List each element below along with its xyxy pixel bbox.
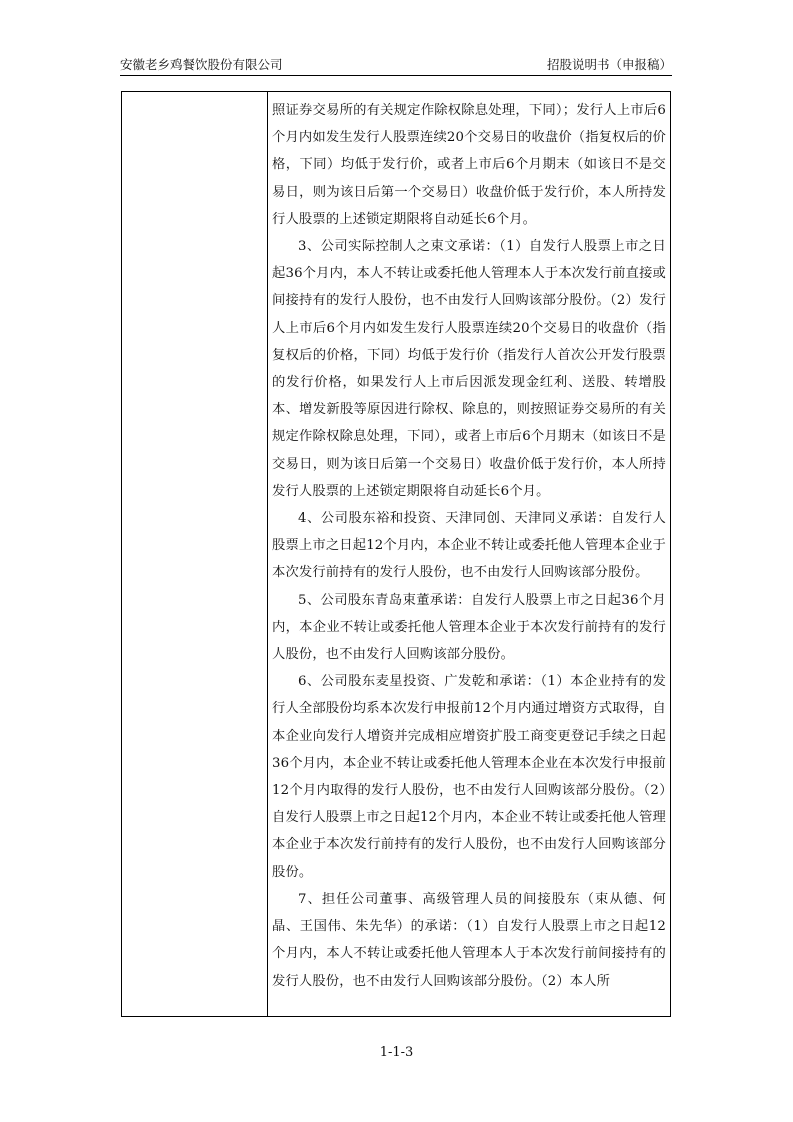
paragraph-directors-commitment: 7、担任公司董事、高级管理人员的间接股东（束从德、何晶、王国伟、朱先华）的承诺：（1）自发行人股票上市之日起12个月内，本人不转让或委托他人管理本人于本次发行前间接持有的发行人股份，也不由发行人回购该部分股份。（2）本人所 (272, 891, 666, 989)
company-name: 安徽老乡鸡餐饮股份有限公司 (120, 57, 283, 72)
column-divider (267, 92, 268, 1016)
page-header (120, 52, 672, 76)
document-title: 招股说明书（申报稿） (546, 57, 672, 72)
header-rule (120, 75, 672, 76)
paragraph-yuhe-commitment: 4、公司股东裕和投资、天津同创、天津同义承诺：自发行人股票上市之日起12个月内，本企业不转让或委托他人管理本企业于本次发行前持有的发行人股份，也不由发行人回购该部分股份。 (272, 511, 666, 581)
page-number: 1-1-3 (379, 1045, 414, 1060)
paragraph-continuation: 照证券交易所的有关规定作除权除息处理，下同）；发行人上市后6个月内如发生发行人股票连续20个交易日的收盘价（指复权后的价格，下同）均低于发行价，或者上市后6个月期末（如该日不是交易日，则为该日后第一个交易日）收盘价低于发行价，本人所持发行人股票的上述锁定期限将自动延长6个月。 (272, 103, 666, 227)
content-cell (272, 97, 666, 995)
paragraph-maixing-commitment: 6、公司股东麦星投资、广发乾和承诺：（1）本企业持有的发行人全部股份均系本次发行申报前12个月内通过增资方式取得，自本企业向发行人增资并完成相应增资扩股工商变更登记手续之日起36个月内，本企业不转让或委托他人管理本企业在本次发行申报前12个月内取得的发行人股份，也不由发行人回购该部分股份。（2）自发行人股票上市之日起12个月内，本企业不转让或委托他人管理本企业于本次发行前持有的发行人股份，也不由发行人回购该部分股份。 (272, 674, 666, 880)
content-table (121, 91, 671, 1017)
paragraph-qingdao-commitment: 5、公司股东青岛束董承诺：自发行人股票上市之日起36个月内，本企业不转让或委托他人管理本企业于本次发行前持有的发行人股份，也不由发行人回购该部分股份。 (272, 592, 666, 663)
paragraph-controller-commitment: 3、公司实际控制人之束文承诺：（1）自发行人股票上市之日起36个月内，本人不转让或委托他人管理本人于本次发行前直接或间接持有的发行人股份，也不由发行人回购该部分股份。（2）发行人上市后6个月内如发生发行人股票连续20个交易日的收盘价（指复权后的价格，下同）均低于发行价（指发行人首次公开发行股票的发行价格，如果发行人上市后因派发现金红利、送股、转增股本、增发新股等原因进行除权、除息的，则按照证券交易所的有关规定作除权除息处理，下同），或者上市后6个月期末（如该日不是交易日，则为该日后第一个交易日）收盘价低于发行价，本人所持发行人股票的上述锁定期限将自动延长6个月。 (272, 239, 666, 499)
